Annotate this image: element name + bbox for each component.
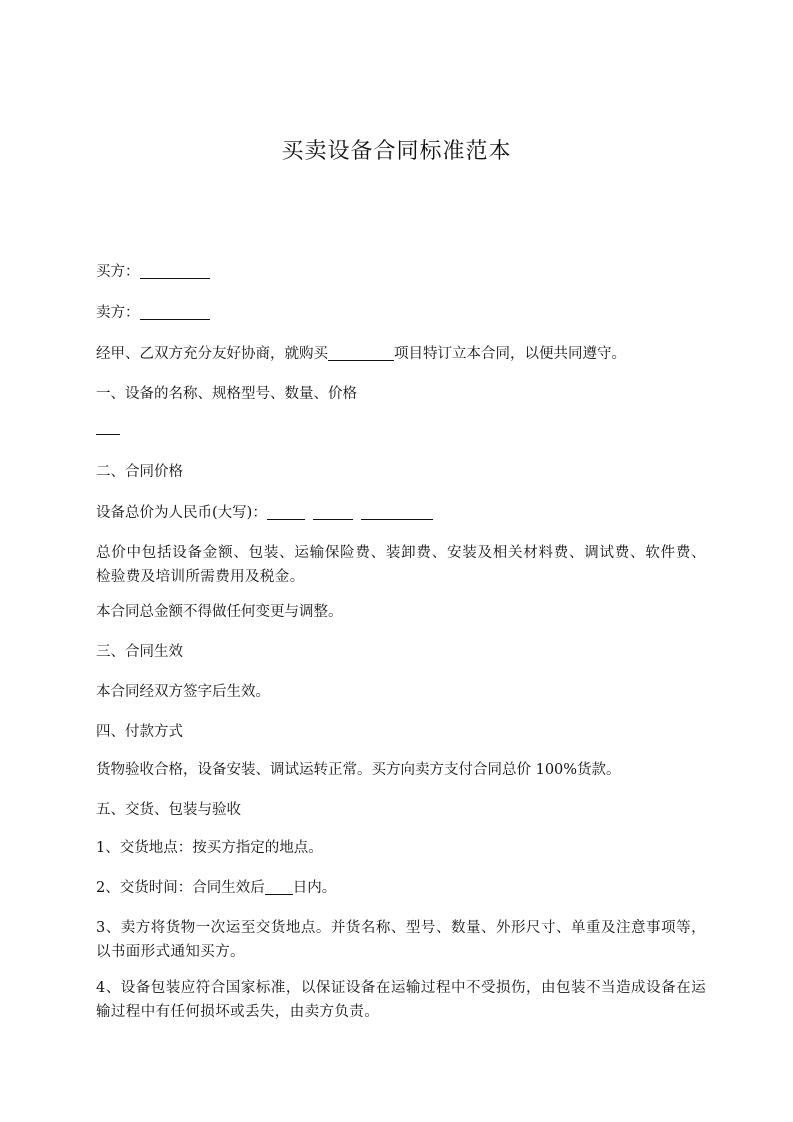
section5-item3: 3、卖方将货物一次运至交货地点。并货名称、型号、数量、外形尺寸、单重及注意事项等，以书面形式通知买方。 bbox=[96, 920, 706, 960]
section5-item4: 4、设备包装应符合国家标准，以保证设备在运输过程中不受损伤，由包装不当造成设备在运输过程中有任何损坏或丢失，由卖方负责。 bbox=[96, 980, 706, 1020]
buyer-label: 买方： bbox=[96, 264, 140, 280]
total-price-blank-3 bbox=[361, 504, 433, 520]
price-includes-paragraph: 总价中包括设备金额、包装、运输保险费、装卸费、安装及相关材料费、调试费、软件费、检验费及培训所需费用及税金。 bbox=[96, 545, 706, 585]
intro-paragraph bbox=[96, 342, 706, 366]
seller-line bbox=[96, 301, 706, 325]
item2-after: 日内。 bbox=[292, 880, 337, 896]
section4-text: 货物验收合格，设备安装、调试运转正常。买方向卖方支付合同总价 100%货款。 bbox=[96, 762, 621, 778]
section5-heading: 五、交货、包装与验收 bbox=[96, 802, 241, 818]
total-price-line bbox=[96, 501, 706, 525]
total-price-label: 设备总价为人民币(大写)： bbox=[96, 505, 267, 521]
document-title: 买卖设备合同标准范本 bbox=[281, 139, 512, 164]
intro-before: 经甲、乙双方充分友好协商，就购买 bbox=[96, 346, 328, 362]
buyer-blank bbox=[140, 263, 210, 279]
intro-after: 项目特订立本合同，以便共同遵守。 bbox=[394, 346, 626, 362]
buyer-line bbox=[96, 260, 706, 284]
seller-label: 卖方： bbox=[96, 305, 140, 321]
section5-item1: 1、交货地点：按买方指定的地点。 bbox=[96, 840, 323, 856]
section3-text: 本合同经双方签字后生效。 bbox=[96, 684, 270, 700]
seller-blank bbox=[140, 304, 210, 320]
section5-item2 bbox=[96, 876, 706, 900]
section1-heading: 一、设备的名称、规格型号、数量、价格 bbox=[96, 386, 357, 402]
total-price-blank-2 bbox=[313, 504, 353, 520]
item2-before: 2、交货时间：合同生效后 bbox=[96, 880, 265, 896]
section2-heading: 二、合同价格 bbox=[96, 464, 183, 480]
total-price-blank-1 bbox=[267, 504, 305, 520]
no-change-paragraph: 本合同总金额不得做任何变更与调整。 bbox=[96, 604, 343, 620]
section4-heading: 四、付款方式 bbox=[96, 724, 183, 740]
equipment-list-blank bbox=[96, 434, 120, 435]
section3-heading: 三、合同生效 bbox=[96, 644, 183, 660]
delivery-days-blank bbox=[265, 879, 293, 895]
project-blank bbox=[328, 345, 394, 361]
